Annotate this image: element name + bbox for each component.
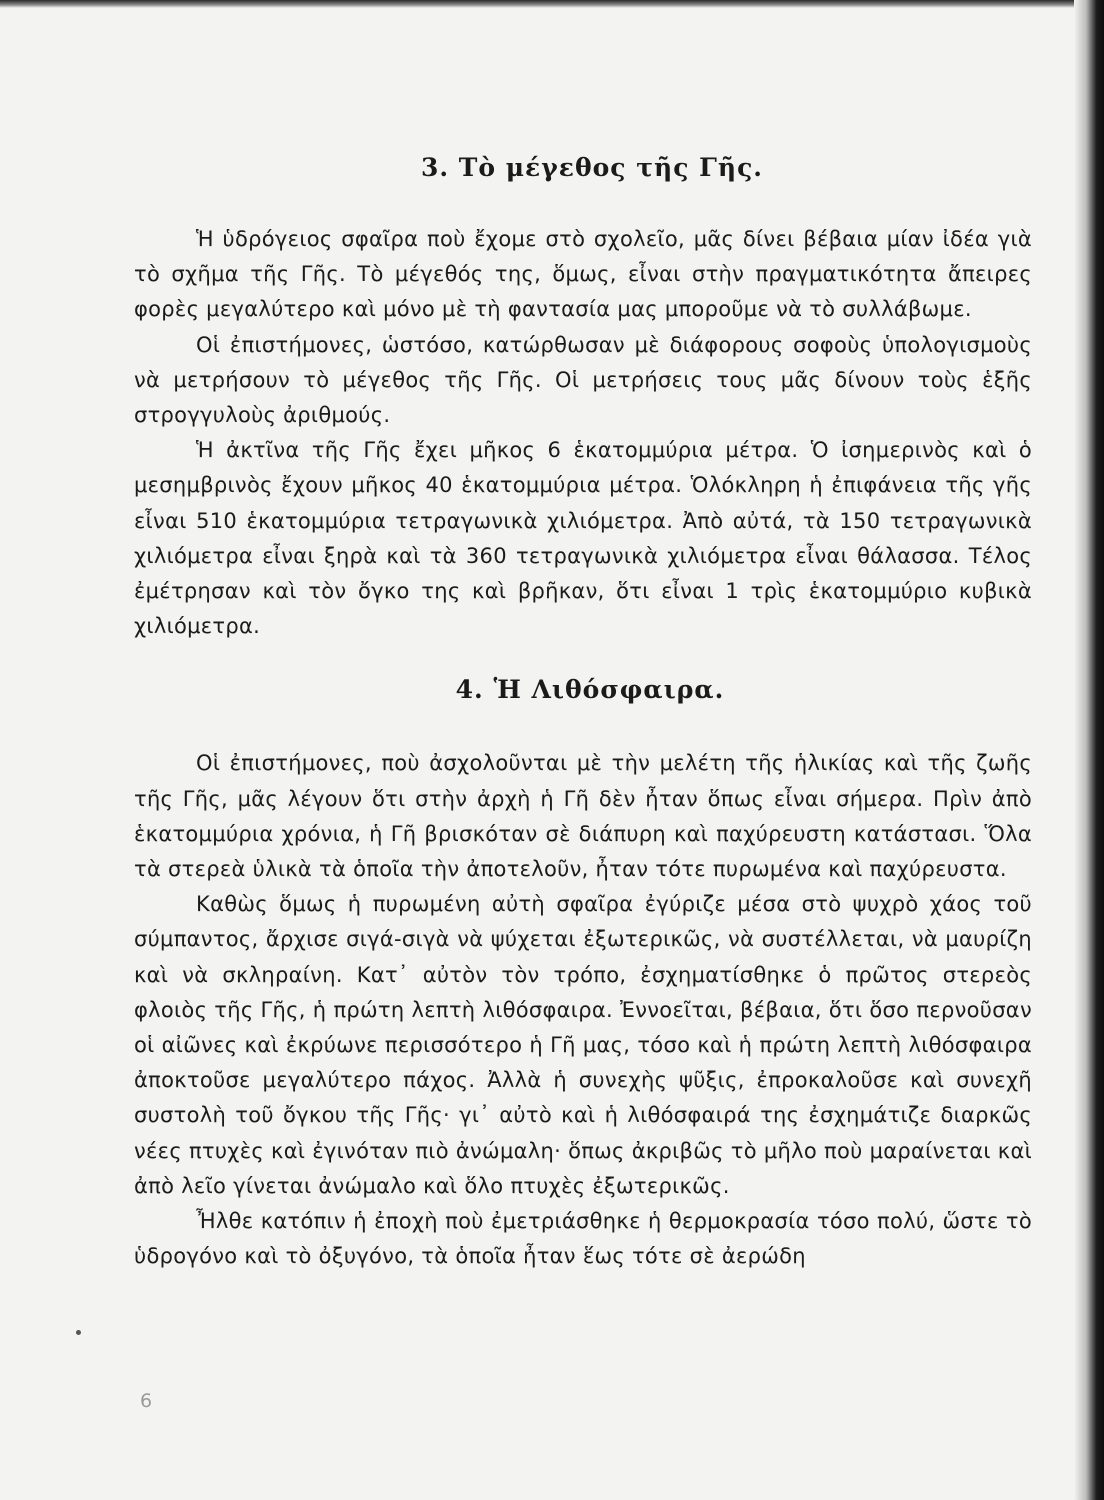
paragraph: Ἡ ἀκτῖνα τῆς Γῆς ἔχει μῆκος 6 ἑκατομμύρια μέτρα. Ὁ ἰσημερινὸς καὶ ὁ μεσημβρινὸς ἔχουν μῆκος 40 ἑκατομμύρια μέτρα. Ὁλόκληρη ἡ ἐπιφάνεια τῆς γῆς εἶναι 510 ἑκατομμύρια τετραγωνικὰ χιλιόμετρα. Ἀπὸ αὐτά, τὰ 150 τετραγωνικὰ χιλιόμετρα εἶναι ξηρὰ καὶ τὰ 360 τετραγωνικὰ χιλιόμετρα εἶναι θάλασσα. Τέλος ἐμέτρησαν καὶ τὸν ὄγκο της καὶ βρῆκαν, ὅτι εἶναι 1 τρὶς ἑκατομμύριο κυβικὰ χιλιόμετρα. — [134, 438, 1032, 639]
paragraph: Καθὼς ὅμως ἡ πυρωμένη αὐτὴ σφαῖρα ἐγύριζε μέσα στὸ ψυχρὸ χάος τοῦ σύμπαντος, ἄρχισε σιγά-σιγὰ νὰ ψύχεται ἐξωτερικῶς, νὰ συστέλλεται, νὰ μαυρίζη καὶ νὰ σκληραίνη. Κατ᾽ αὐτὸν τὸν τρόπο, ἐσχηματίσθηκε ὁ πρῶτος στερεὸς φλοιὸς τῆς Γῆς, ἡ πρώτη λεπτὴ λιθόσφαιρα. Ἐννοεῖται, βέβαια, ὅτι ὅσο περνοῦσαν οἱ αἰῶνες καὶ ἐκρύωνε περισσότερο ἡ Γῆ μας, τόσο καὶ ἡ πρώτη λεπτὴ λιθόσφαιρα ἀποκτοῦσε μεγαλύτερο πάχος. Ἀλλὰ ἡ συνεχὴς ψῦξις, ἐπροκαλοῦσε καὶ συνεχῆ συστολὴ τοῦ ὄγκου τῆς Γῆς· γι᾽ αὐτὸ καὶ ἡ λιθόσφαιρά της ἐσχημάτιζε διαρκῶς νέες πτυχὲς καὶ ἐγινόταν πιὸ ἀνώμαλη· ὅπως ἀκριβῶς τὸ μῆλο ποὺ μαραίνεται καὶ ἀπὸ λεῖο γίνεται ἀνώμαλο καὶ ὅλο πτυχὲς ἐξωτερικῶς. — [134, 892, 1032, 1198]
page-content — [134, 150, 1032, 1274]
paragraph: Ἡ ὑδρόγειος σφαῖρα ποὺ ἔχομε στὸ σχολεῖο, μᾶς δίνει βέβαια μίαν ἰδέα γιὰ τὸ σχῆμα τῆς Γῆς. Τὸ μέγεθός της, ὅμως, εἶναι στὴν πραγματικότητα ἄπειρες φορὲς μεγαλύτερο καὶ μόνο μὲ τὴ φαντασία μας μποροῦμε νὰ τὸ συλλάβωμε. — [134, 227, 1032, 322]
scan-top-edge — [0, 0, 1104, 8]
paragraph: Οἱ ἐπιστήμονες, ποὺ ἀσχολοῦνται μὲ τὴν μελέτη τῆς ἡλικίας καὶ τῆς ζωῆς τῆς Γῆς, μᾶς λέγουν ὅτι στὴν ἀρχὴ ἡ Γῆ δὲν ἦταν ὅπως εἶναι σήμερα. Πρὶν ἀπὸ ἑκατομμύρια χρόνια, ἡ Γῆ βρισκόταν σὲ διάπυρη καὶ παχύρευστη κατάστασι. Ὅλα τὰ στερεὰ ὑλικὰ τὰ ὁποῖα τὴν ἀποτελοῦν, ἦταν τότε πυρωμένα καὶ παχύρευστα. — [134, 751, 1032, 882]
section-heading-lithosphere: 4. Ἡ Λιθόσφαιρα. — [455, 675, 725, 705]
scan-speck — [76, 1330, 81, 1335]
paragraph: Οἱ ἐπιστήμονες, ὡστόσο, κατώρθωσαν μὲ διάφορους σοφοὺς ὑπολογισμοὺς νὰ μετρήσουν τὸ μέγεθος τῆς Γῆς. Οἱ μετρήσεις τους μᾶς δίνουν τοὺς ἑξῆς στρογγυλοὺς ἀριθμούς. — [134, 332, 1032, 428]
page-number: 6 — [140, 1390, 153, 1412]
scan-right-edge — [1074, 0, 1104, 1500]
paragraph: Ἦλθε κατόπιν ἡ ἐποχὴ ποὺ ἐμετριάσθηκε ἡ θερμοκρασία τόσο πολύ, ὥστε τὸ ὑδρογόνο καὶ τὸ ὀξυγόνο, τὰ ὁποῖα ἦταν ἕως τότε σὲ ἀερώδη — [134, 1209, 1032, 1269]
section-heading-size-of-earth: 3. Τὸ μέγεθος τῆς Γῆς. — [420, 153, 764, 182]
